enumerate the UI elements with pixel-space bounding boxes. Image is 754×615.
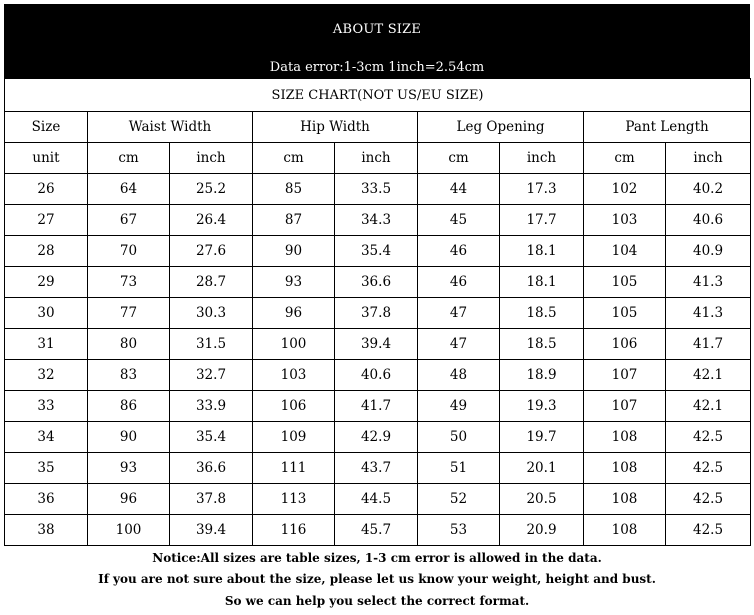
value-cell: 107 bbox=[584, 391, 666, 422]
value-cell: 73 bbox=[88, 267, 170, 298]
unit-cell: inch bbox=[500, 143, 584, 174]
table-row bbox=[5, 422, 751, 453]
value-cell: 50 bbox=[418, 422, 500, 453]
value-cell: 20.1 bbox=[500, 453, 584, 484]
value-cell: 52 bbox=[418, 484, 500, 515]
header-waist-width: Waist Width bbox=[88, 112, 253, 143]
value-cell: 33.5 bbox=[335, 174, 418, 205]
value-cell: 87 bbox=[253, 205, 335, 236]
value-cell: 26.4 bbox=[170, 205, 253, 236]
value-cell: 44.5 bbox=[335, 484, 418, 515]
size-cell: 30 bbox=[5, 298, 88, 329]
value-cell: 18.1 bbox=[500, 236, 584, 267]
value-cell: 40.6 bbox=[335, 360, 418, 391]
value-cell: 42.5 bbox=[666, 422, 751, 453]
value-cell: 105 bbox=[584, 298, 666, 329]
value-cell: 35.4 bbox=[170, 422, 253, 453]
value-cell: 35.4 bbox=[335, 236, 418, 267]
value-cell: 19.3 bbox=[500, 391, 584, 422]
value-cell: 37.8 bbox=[170, 484, 253, 515]
value-cell: 70 bbox=[88, 236, 170, 267]
value-cell: 105 bbox=[584, 267, 666, 298]
table-row bbox=[5, 298, 751, 329]
value-cell: 93 bbox=[253, 267, 335, 298]
value-cell: 31.5 bbox=[170, 329, 253, 360]
value-cell: 27.6 bbox=[170, 236, 253, 267]
size-cell: 31 bbox=[5, 329, 88, 360]
unit-cell: cm bbox=[253, 143, 335, 174]
table-row bbox=[5, 484, 751, 515]
unit-cell: cm bbox=[88, 143, 170, 174]
unit-cell: inch bbox=[335, 143, 418, 174]
value-cell: 36.6 bbox=[170, 453, 253, 484]
size-chart-caption: SIZE CHART(NOT US/EU SIZE) bbox=[5, 79, 751, 112]
value-cell: 18.1 bbox=[500, 267, 584, 298]
table-row bbox=[5, 174, 751, 205]
table-row bbox=[5, 267, 751, 298]
value-cell: 30.3 bbox=[170, 298, 253, 329]
table-row bbox=[5, 360, 751, 391]
size-cell: 29 bbox=[5, 267, 88, 298]
value-cell: 77 bbox=[88, 298, 170, 329]
value-cell: 17.3 bbox=[500, 174, 584, 205]
value-cell: 108 bbox=[584, 515, 666, 546]
size-cell: 32 bbox=[5, 360, 88, 391]
value-cell: 108 bbox=[584, 453, 666, 484]
value-cell: 19.7 bbox=[500, 422, 584, 453]
notice-line-2: If you are not sure about the size, please let us know your weight, height and bust. bbox=[98, 572, 656, 586]
caption-row bbox=[5, 79, 751, 112]
value-cell: 49 bbox=[418, 391, 500, 422]
value-cell: 40.6 bbox=[666, 205, 751, 236]
size-cell: 38 bbox=[5, 515, 88, 546]
value-cell: 20.9 bbox=[500, 515, 584, 546]
value-cell: 45 bbox=[418, 205, 500, 236]
value-cell: 48 bbox=[418, 360, 500, 391]
unit-cell: inch bbox=[666, 143, 751, 174]
value-cell: 34.3 bbox=[335, 205, 418, 236]
value-cell: 45.7 bbox=[335, 515, 418, 546]
value-cell: 100 bbox=[253, 329, 335, 360]
value-cell: 47 bbox=[418, 329, 500, 360]
value-cell: 39.4 bbox=[335, 329, 418, 360]
value-cell: 44 bbox=[418, 174, 500, 205]
size-header-banner bbox=[4, 4, 750, 78]
value-cell: 53 bbox=[418, 515, 500, 546]
value-cell: 41.3 bbox=[666, 267, 751, 298]
value-cell: 28.7 bbox=[170, 267, 253, 298]
size-chart-table bbox=[4, 78, 751, 546]
table-row bbox=[5, 329, 751, 360]
header-leg-opening: Leg Opening bbox=[418, 112, 584, 143]
value-cell: 40.2 bbox=[666, 174, 751, 205]
size-cell: 28 bbox=[5, 236, 88, 267]
value-cell: 80 bbox=[88, 329, 170, 360]
size-title: ABOUT SIZE bbox=[332, 22, 422, 37]
value-cell: 42.5 bbox=[666, 515, 751, 546]
table-row bbox=[5, 236, 751, 267]
value-cell: 96 bbox=[88, 484, 170, 515]
notice-line-1: Notice:All sizes are table sizes, 1-3 cm error is allowed in the data. bbox=[152, 551, 602, 565]
value-cell: 18.5 bbox=[500, 329, 584, 360]
data-error-note: Data error:1-3cm 1inch=2.54cm bbox=[269, 60, 485, 75]
value-cell: 100 bbox=[88, 515, 170, 546]
value-cell: 106 bbox=[584, 329, 666, 360]
value-cell: 37.8 bbox=[335, 298, 418, 329]
value-cell: 102 bbox=[584, 174, 666, 205]
value-cell: 40.9 bbox=[666, 236, 751, 267]
header-hip-width: Hip Width bbox=[253, 112, 418, 143]
value-cell: 46 bbox=[418, 236, 500, 267]
value-cell: 20.5 bbox=[500, 484, 584, 515]
value-cell: 17.7 bbox=[500, 205, 584, 236]
table-row bbox=[5, 205, 751, 236]
value-cell: 43.7 bbox=[335, 453, 418, 484]
value-cell: 25.2 bbox=[170, 174, 253, 205]
unit-header-row bbox=[5, 143, 751, 174]
value-cell: 96 bbox=[253, 298, 335, 329]
value-cell: 42.1 bbox=[666, 360, 751, 391]
value-cell: 18.9 bbox=[500, 360, 584, 391]
value-cell: 90 bbox=[88, 422, 170, 453]
header-pant-length: Pant Length bbox=[584, 112, 751, 143]
unit-cell: inch bbox=[170, 143, 253, 174]
size-cell: 34 bbox=[5, 422, 88, 453]
value-cell: 41.7 bbox=[666, 329, 751, 360]
table-row bbox=[5, 391, 751, 422]
value-cell: 33.9 bbox=[170, 391, 253, 422]
size-cell: 36 bbox=[5, 484, 88, 515]
value-cell: 41.7 bbox=[335, 391, 418, 422]
size-cell: 26 bbox=[5, 174, 88, 205]
value-cell: 108 bbox=[584, 484, 666, 515]
value-cell: 116 bbox=[253, 515, 335, 546]
value-cell: 90 bbox=[253, 236, 335, 267]
unit-cell: cm bbox=[584, 143, 666, 174]
group-header-row bbox=[5, 112, 751, 143]
value-cell: 18.5 bbox=[500, 298, 584, 329]
header-size: Size bbox=[5, 112, 88, 143]
value-cell: 47 bbox=[418, 298, 500, 329]
unit-cell: cm bbox=[418, 143, 500, 174]
value-cell: 32.7 bbox=[170, 360, 253, 391]
value-cell: 111 bbox=[253, 453, 335, 484]
value-cell: 51 bbox=[418, 453, 500, 484]
value-cell: 42.9 bbox=[335, 422, 418, 453]
value-cell: 103 bbox=[253, 360, 335, 391]
table-row bbox=[5, 515, 751, 546]
value-cell: 39.4 bbox=[170, 515, 253, 546]
notice-line-3: So we can help you select the correct format. bbox=[224, 594, 530, 608]
size-cell: 33 bbox=[5, 391, 88, 422]
value-cell: 104 bbox=[584, 236, 666, 267]
value-cell: 108 bbox=[584, 422, 666, 453]
value-cell: 42.5 bbox=[666, 484, 751, 515]
value-cell: 103 bbox=[584, 205, 666, 236]
value-cell: 109 bbox=[253, 422, 335, 453]
size-cell: 27 bbox=[5, 205, 88, 236]
value-cell: 42.5 bbox=[666, 453, 751, 484]
value-cell: 93 bbox=[88, 453, 170, 484]
value-cell: 36.6 bbox=[335, 267, 418, 298]
value-cell: 113 bbox=[253, 484, 335, 515]
table-row bbox=[5, 453, 751, 484]
value-cell: 86 bbox=[88, 391, 170, 422]
value-cell: 46 bbox=[418, 267, 500, 298]
unit-cell: unit bbox=[5, 143, 88, 174]
value-cell: 42.1 bbox=[666, 391, 751, 422]
size-cell: 35 bbox=[5, 453, 88, 484]
value-cell: 67 bbox=[88, 205, 170, 236]
value-cell: 64 bbox=[88, 174, 170, 205]
value-cell: 106 bbox=[253, 391, 335, 422]
value-cell: 83 bbox=[88, 360, 170, 391]
value-cell: 85 bbox=[253, 174, 335, 205]
value-cell: 107 bbox=[584, 360, 666, 391]
value-cell: 41.3 bbox=[666, 298, 751, 329]
